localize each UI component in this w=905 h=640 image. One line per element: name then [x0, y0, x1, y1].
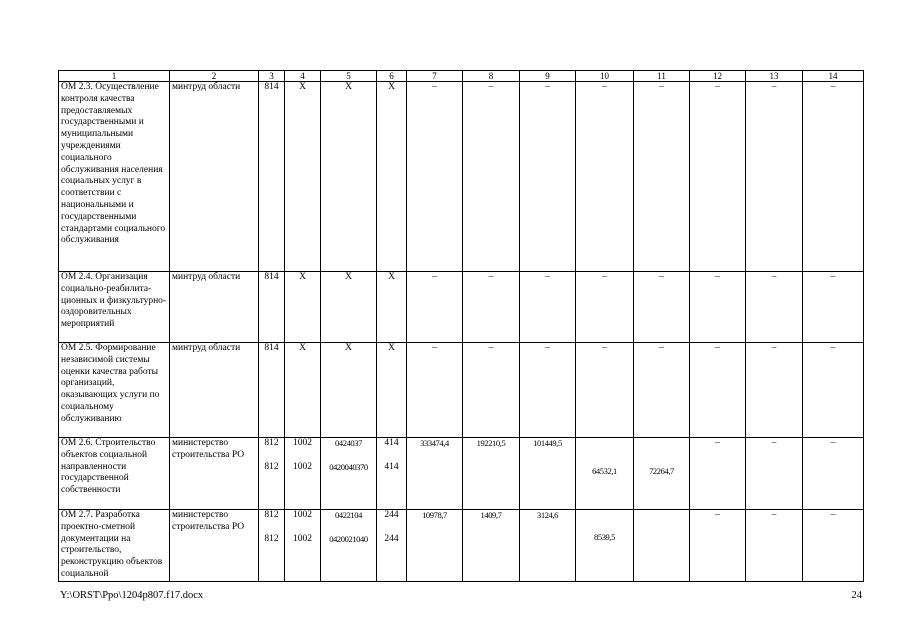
col-header: 8 — [463, 71, 520, 82]
code-line: 1002 — [293, 438, 312, 448]
value-cell: – — [803, 438, 864, 510]
col-header: 12 — [690, 71, 746, 82]
value-cell — [634, 438, 690, 510]
measure-name: ОМ 2.3. Осуществление контроля качества предоставляемых государственными и муниципальными учреждениями социального обслуживания населения социальных услуг в соответствии с национальными и государственными стандартами социального обслуживания — [59, 82, 170, 272]
page-number: 24 — [851, 590, 862, 601]
budget-table — [58, 70, 864, 582]
col-header: 3 — [259, 71, 285, 82]
code-line: 0422104 — [335, 510, 362, 520]
value-cell — [576, 510, 634, 582]
code-line: 812 — [264, 510, 279, 520]
value-cell: 3124,6 — [520, 510, 576, 582]
value-cell: – — [690, 510, 746, 582]
value-cell: – — [746, 343, 803, 438]
value-cell: 192210,5 — [463, 438, 520, 510]
value-cell: – — [803, 510, 864, 582]
value-cell: – — [407, 272, 463, 343]
value-cell: – — [463, 82, 520, 272]
measure-name: ОМ 2.5. Формирование независимой системы оценки качества работы организаций, оказывающих услуги по социальному обслуживанию — [59, 343, 170, 438]
code-line: 0420021040 — [329, 533, 368, 544]
code-cell: Х — [285, 82, 321, 272]
col-header: 6 — [377, 71, 407, 82]
code-cell — [321, 510, 377, 582]
col-header: 10 — [576, 71, 634, 82]
value-cell: – — [746, 438, 803, 510]
value-cell: – — [690, 438, 746, 510]
value-cell: – — [803, 82, 864, 272]
code-line: 0424037 — [335, 438, 362, 448]
value-line: 72264,7 — [649, 466, 674, 476]
code-cell: Х — [321, 343, 377, 438]
value-cell: 1409,7 — [463, 510, 520, 582]
code-line: 812 — [264, 533, 279, 544]
value-cell — [634, 510, 690, 582]
col-header: 1 — [59, 71, 170, 82]
col-header: 7 — [407, 71, 463, 82]
value-cell: – — [690, 82, 746, 272]
value-cell: – — [520, 82, 576, 272]
col-header: 9 — [520, 71, 576, 82]
value-cell: – — [690, 343, 746, 438]
value-cell: – — [576, 272, 634, 343]
value-cell: – — [407, 343, 463, 438]
value-cell: – — [520, 272, 576, 343]
col-header: 5 — [321, 71, 377, 82]
code-cell: Х — [285, 343, 321, 438]
value-cell: – — [576, 82, 634, 272]
code-line: 414 — [384, 438, 399, 448]
code-cell: Х — [377, 82, 407, 272]
col-header: 14 — [803, 71, 864, 82]
value-cell: – — [690, 272, 746, 343]
col-header: 2 — [170, 71, 259, 82]
table-row — [59, 343, 864, 438]
executor: минтруд области — [170, 82, 259, 272]
code-cell — [377, 438, 407, 510]
value-cell: – — [746, 510, 803, 582]
code-cell — [259, 510, 285, 582]
table-row — [59, 272, 864, 343]
table-row — [59, 438, 864, 510]
code-cell: Х — [285, 272, 321, 343]
value-cell: – — [803, 272, 864, 343]
code-line: 244 — [384, 533, 399, 544]
value-cell — [576, 438, 634, 510]
value-cell: – — [634, 272, 690, 343]
code-line: 0420040370 — [329, 461, 368, 472]
code-line: 1002 — [293, 461, 312, 472]
code-line: 1002 — [293, 510, 312, 520]
executor: минтруд области — [170, 272, 259, 343]
value-cell: – — [746, 82, 803, 272]
value-line: 64532,1 — [592, 466, 617, 476]
table-row — [59, 510, 864, 582]
value-cell: – — [634, 343, 690, 438]
value-cell: – — [463, 272, 520, 343]
executor: минтруд области — [170, 343, 259, 438]
file-path: Y:\ORST\Ppo\1204p807.f17.docx — [60, 590, 204, 601]
code-cell: Х — [321, 272, 377, 343]
value-cell: 101449,5 — [520, 438, 576, 510]
code-cell: 814 — [259, 272, 285, 343]
code-cell: Х — [377, 343, 407, 438]
code-line: 244 — [384, 510, 399, 520]
code-cell — [285, 510, 321, 582]
value-cell: – — [520, 343, 576, 438]
code-cell — [285, 438, 321, 510]
value-cell: – — [407, 82, 463, 272]
code-cell: 814 — [259, 82, 285, 272]
code-line: 414 — [384, 461, 399, 472]
code-cell — [321, 438, 377, 510]
value-cell: – — [803, 343, 864, 438]
value-cell: – — [576, 343, 634, 438]
value-line: 8539,5 — [594, 532, 615, 542]
executor: министерство строительства РО — [170, 438, 259, 510]
col-header: 11 — [634, 71, 690, 82]
value-cell: 10978,7 — [407, 510, 463, 582]
value-cell: – — [463, 343, 520, 438]
measure-name: ОМ 2.7. Разработка проектно-сметной документации на строительство, реконструкцию объектов социальной — [59, 510, 170, 582]
measure-name: ОМ 2.4. Организация социально-реабилита-ционных и физкультурно-оздоровительных мероприятий — [59, 272, 170, 343]
measure-name: ОМ 2.6. Строительство объектов социальной направленности государственной собственности — [59, 438, 170, 510]
code-line: 812 — [264, 438, 279, 448]
code-cell — [259, 438, 285, 510]
table-row — [59, 82, 864, 272]
col-header: 13 — [746, 71, 803, 82]
code-line: 812 — [264, 461, 279, 472]
code-cell — [377, 510, 407, 582]
code-line: 1002 — [293, 533, 312, 544]
value-cell: 333474,4 — [407, 438, 463, 510]
value-cell: – — [746, 272, 803, 343]
executor: министерство строительства РО — [170, 510, 259, 582]
col-header: 4 — [285, 71, 321, 82]
header-row — [59, 71, 864, 82]
code-cell: Х — [321, 82, 377, 272]
code-cell: 814 — [259, 343, 285, 438]
value-cell: – — [634, 82, 690, 272]
code-cell: Х — [377, 272, 407, 343]
